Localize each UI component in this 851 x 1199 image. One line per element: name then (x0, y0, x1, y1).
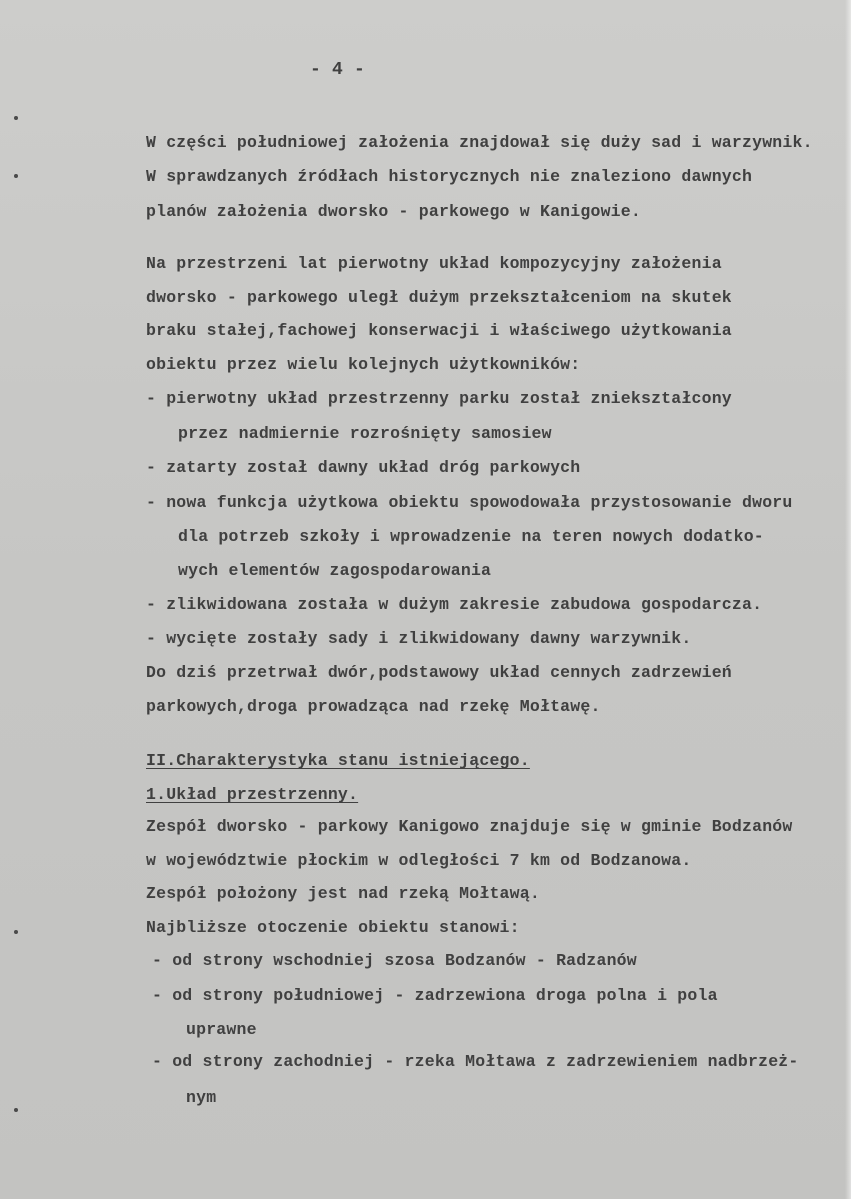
subsection-heading: 1.Układ przestrzenny. (146, 785, 359, 804)
text-line: nym (186, 1088, 217, 1107)
bullet-line: - nowa funkcja użytkowa obiektu spowodowała przystosowanie dworu (146, 493, 793, 512)
text-line: braku stałej,fachowej konserwacji i właściwego użytkowania (146, 321, 732, 340)
text-line: W części południowej założenia znajdował się duży sad i warzywnik. (146, 133, 813, 152)
text-line: wych elementów zagospodarowania (178, 561, 492, 580)
text-line: obiektu przez wielu kolejnych użytkowników: (146, 355, 581, 374)
text-line: Do dziś przetrwał dwór,podstawowy układ cennych zadrzewień (146, 663, 732, 682)
text-line: dla potrzeb szkoły i wprowadzenie na teren nowych dodatko- (178, 527, 764, 546)
text-line: planów założenia dworsko - parkowego w Kanigowie. (146, 202, 641, 221)
paper-edge (845, 0, 851, 1199)
bullet-line: - wycięte zostały sady i zlikwidowany dawny warzywnik. (146, 629, 692, 648)
text-line: przez nadmiernie rozrośnięty samosiew (178, 424, 552, 443)
punch-mark (14, 116, 18, 120)
bullet-line: - od strony południowej - zadrzewiona droga polna i pola (152, 986, 718, 1005)
bullet-line: - zatarty został dawny układ dróg parkowych (146, 458, 581, 477)
bullet-line: - od strony zachodniej - rzeka Mołtawa z zadrzewieniem nadbrzeż- (152, 1052, 799, 1071)
section-heading: II.Charakterystyka stanu istniejącego. (146, 751, 530, 770)
text-line: Zespół dworsko - parkowy Kanigowo znajduje się w gminie Bodzanów (146, 817, 793, 836)
text-line: Na przestrzeni lat pierwotny układ kompozycyjny założenia (146, 254, 722, 273)
text-line: parkowych,droga prowadząca nad rzekę Mołtawę. (146, 697, 601, 716)
text-line: dworsko - parkowego uległ dużym przekształceniom na skutek (146, 288, 732, 307)
punch-mark (14, 930, 18, 934)
text-line: Zespół położony jest nad rzeką Mołtawą. (146, 884, 540, 903)
page-number: - 4 - (310, 60, 366, 80)
punch-mark (14, 1108, 18, 1112)
bullet-line: - zlikwidowana została w dużym zakresie zabudowa gospodarcza. (146, 595, 763, 614)
text-line: Najbliższe otoczenie obiektu stanowi: (146, 918, 520, 937)
text-line: w województwie płockim w odległości 7 km od Bodzanowa. (146, 851, 692, 870)
bullet-line: - pierwotny układ przestrzenny parku został zniekształcony (146, 389, 732, 408)
text-line: uprawne (186, 1020, 257, 1039)
text-line: W sprawdzanych źródłach historycznych nie znaleziono dawnych (146, 167, 753, 186)
punch-mark (14, 174, 18, 178)
bullet-line: - od strony wschodniej szosa Bodzanów - Radzanów (152, 951, 637, 970)
